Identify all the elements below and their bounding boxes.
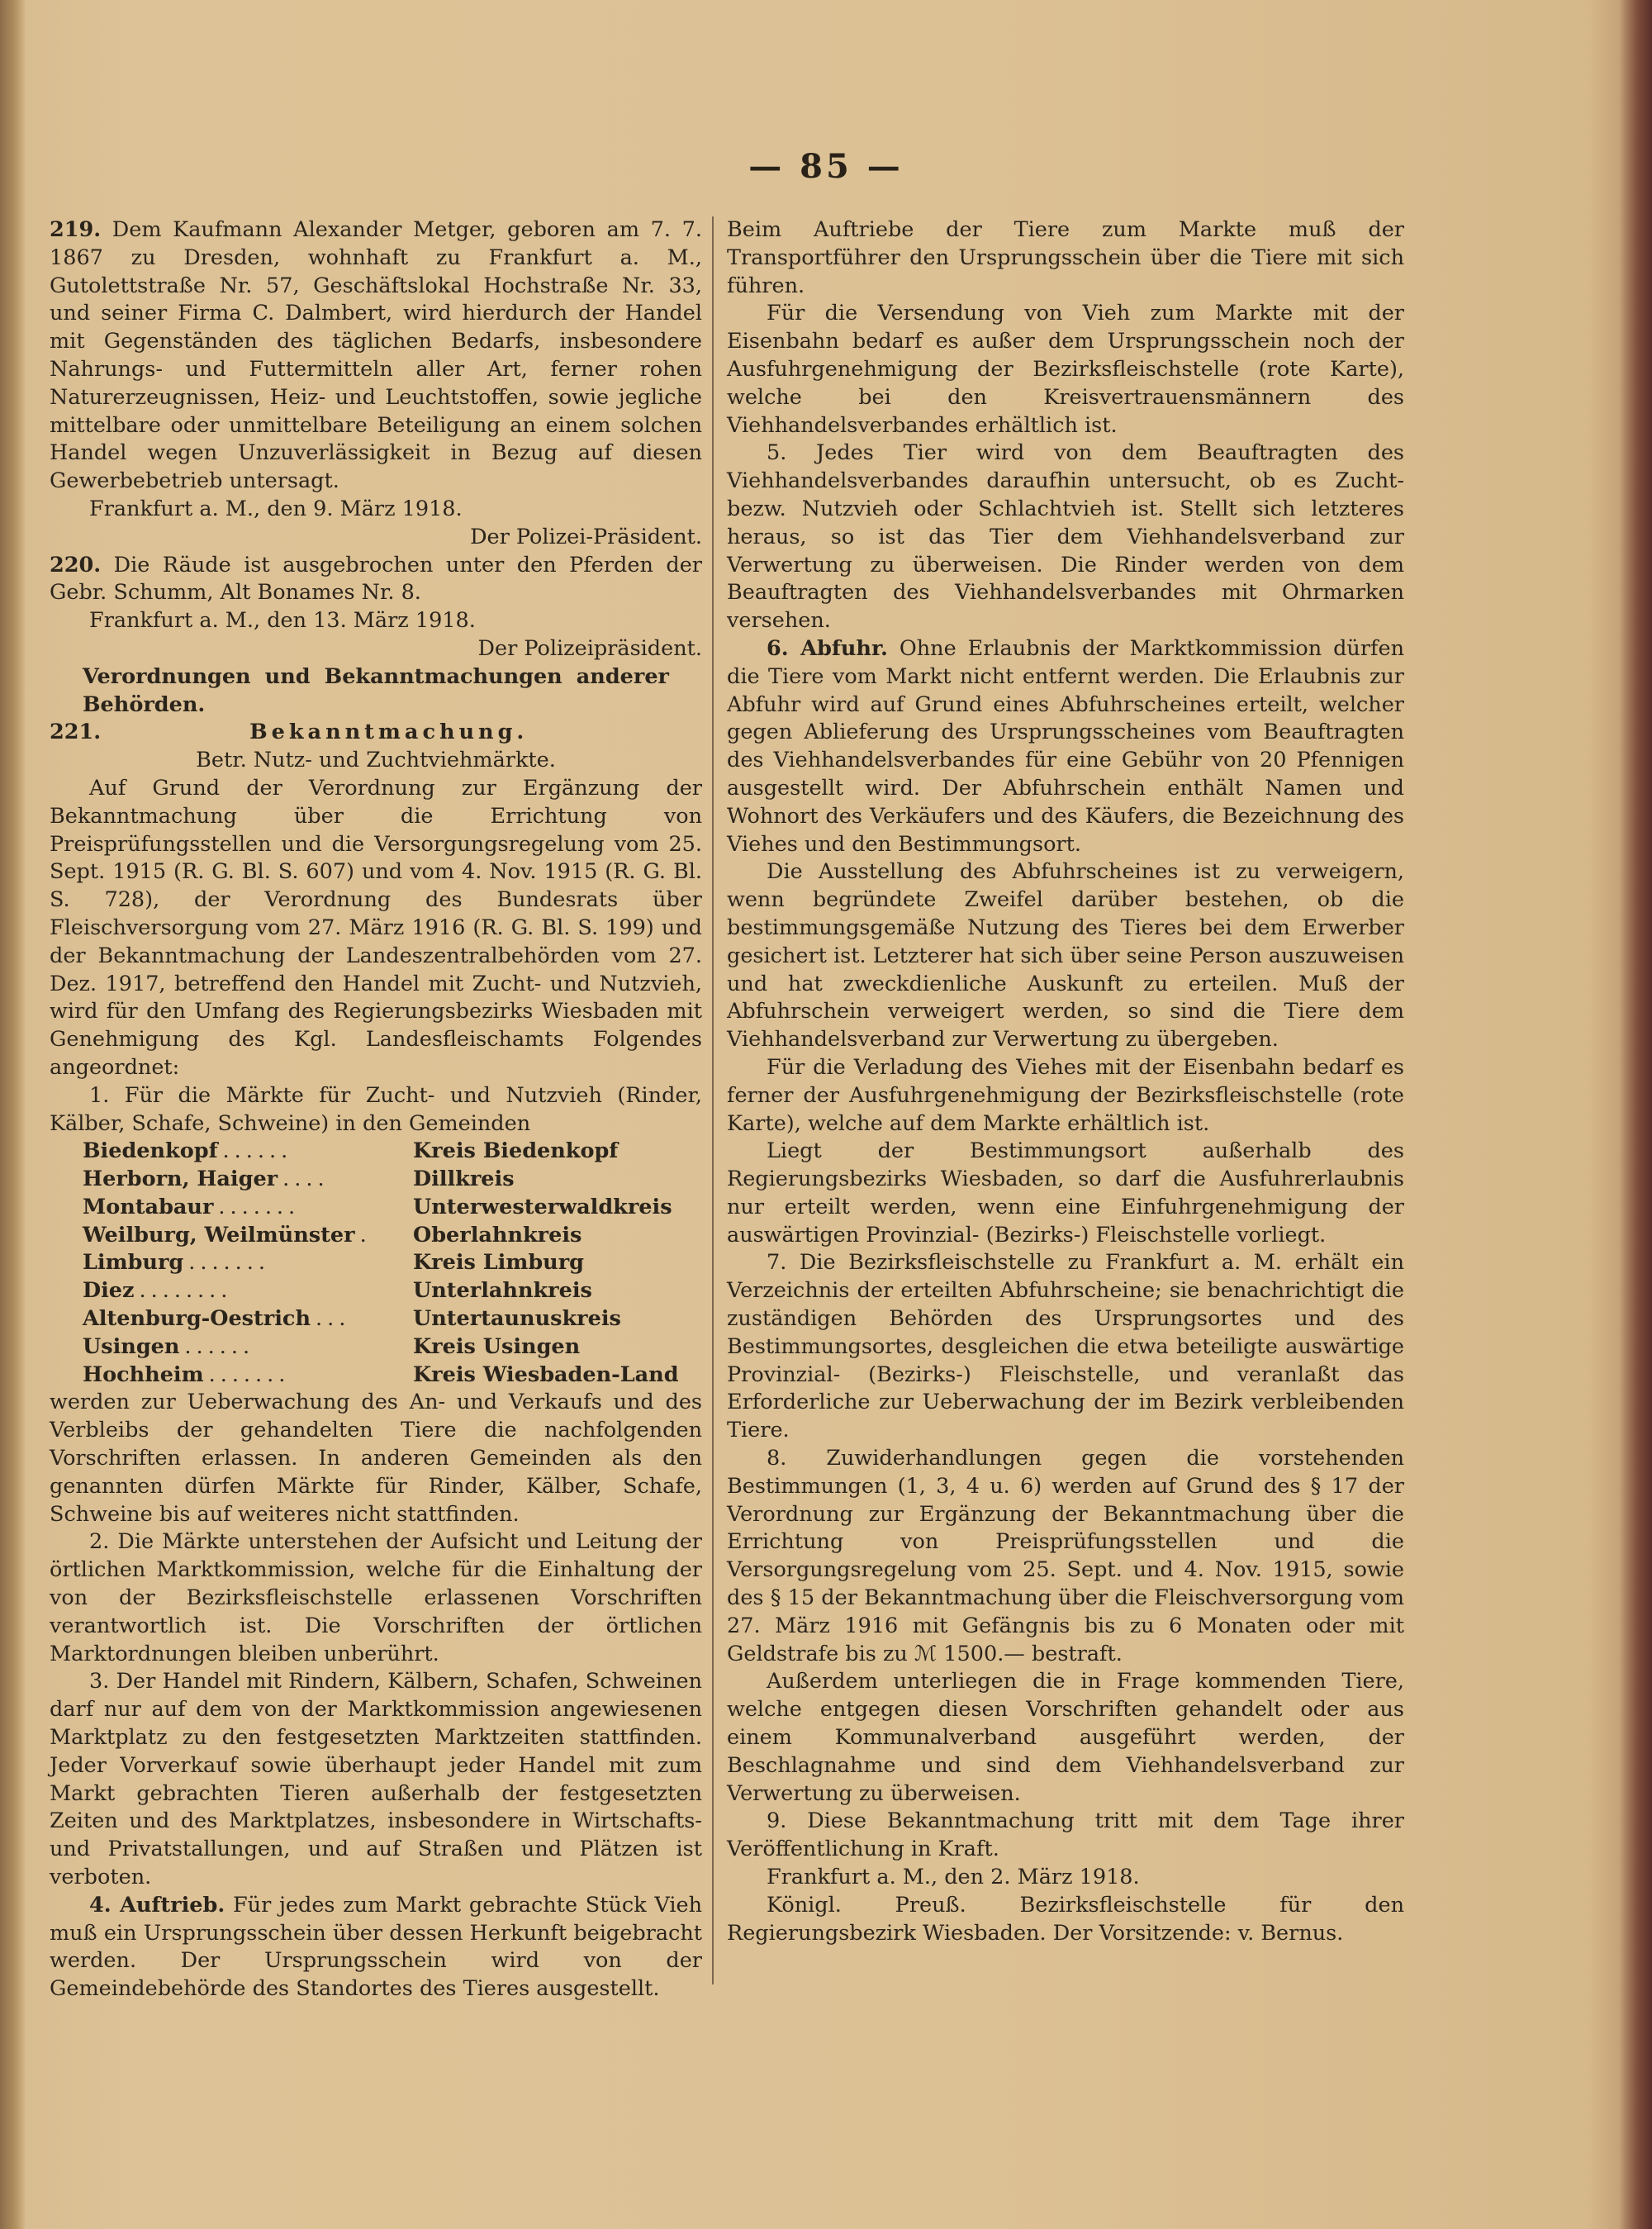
market-district: Kreis Usingen — [413, 1333, 581, 1359]
right-para-10: Außerdem unterliegen die in Frage kommenden Tiere, welche entgegen diesen Vorschriften gehandelt oder aus einem Kommunalverband ausgeführt werden, der Beschlagnahme und sind dem Viehhandelsverband zur Verwertung zu überweisen. — [727, 1669, 1404, 1806]
left-column — [50, 216, 702, 2003]
market-district: Kreis Wiesbaden-Land — [413, 1362, 679, 1387]
book-spine-shadow — [0, 0, 25, 2229]
right-para-5: Die Ausstellung des Abfuhrscheines ist zu verweigern, wenn begründete Zweifel darüber bestehen, ob die bestimmungsgemäße Nutzung des Tieres bei dem Erwerber gesichert ist. Letzterer hat sich über seine Person auszuweisen und hat zweckdienliche Auskunft zu erteilen. Muß der Abfuhrschein verweigert werden, so sind die Tiere dem Viehhandelsverband zur Verwertung zu übergeben. — [727, 859, 1404, 1053]
column-divider — [712, 216, 714, 1984]
notice-221-item-1-cont: werden zur Ueberwachung des An- und Verkaufs und des Verbleibs der gehandelten Tiere die nachfolgenden Vorschriften erlassen. In anderen Gemeinden als den genannten dürfen Märkte für Rinder, Kälber, Schafe, Schweine bis auf weiteres nicht stattfinden. — [50, 1390, 702, 1527]
market-row — [50, 1194, 702, 1222]
notice-221-title: Bekanntmachung. — [249, 720, 529, 745]
market-place: Usingen — [83, 1333, 180, 1359]
market-row — [50, 1249, 702, 1277]
market-district: Dillkreis — [413, 1167, 515, 1192]
right-para-8: 7. Die Bezirksfleischstelle zu Frankfurt a. M. erhält ein Verzeichnis der erteilten Abfuhrscheine; sie benachrichtigt die zuständigen Behörden des Ursprungsortes und des Bestimmungsortes, desgleichen die etwa beteiligte auswärtige Provinzial- (Bezirks-) Fleischstelle, und veranlaßt das Erforderliche zur Ueberwachung der im Bezirk verbleibenden Tiere. — [727, 1250, 1404, 1443]
market-district: Unterwesterwaldkreis — [413, 1194, 672, 1219]
notice-220-number: 220. — [50, 552, 102, 577]
market-place: Hochheim — [83, 1362, 204, 1387]
market-row — [50, 1222, 702, 1250]
notice-221-item-3: 3. Der Handel mit Rindern, Kälbern, Schafen, Schweinen darf nur auf dem von der Marktkommission angewiesenen Marktplatz zu den festgesetzten Marktzeiten stattfinden. Jeder Vorverkauf sowie überhaupt jeder Handel mit zum Markt gebrachten Tieren außerhalb der festgesetzten Zeiten und des Marktplatzes, insbesondere in Wirtschafts- und Privatstallungen, und auf Straßen und Plätzen ist verboten. — [50, 1669, 702, 1890]
right-date: Frankfurt a. M., den 2. März 1918. — [767, 1865, 1140, 1890]
notice-220 — [50, 552, 702, 608]
market-district: Oberlahnkreis — [413, 1222, 582, 1248]
market-district: Kreis Limburg — [413, 1250, 584, 1276]
market-row — [50, 1305, 702, 1333]
notice-219 — [50, 216, 702, 496]
right-para-2: Für die Versendung von Vieh zum Markte mit der Eisenbahn bedarf es außer dem Ursprungsschein noch der Ausfuhrgenehmigung der Bezirksfleischstelle (rote Karte), welche bei den Kreisvertrauensmännern des Viehhandelsverbandes erhältlich ist. — [727, 301, 1404, 438]
right-column — [727, 216, 1404, 1947]
notice-221-heading — [50, 719, 702, 747]
right-para-1: Beim Auftriebe der Tiere zum Markte muß der Transportführer den Ursprungsschein über die Tiere mit sich führen. — [727, 217, 1404, 298]
market-dots: ...... — [184, 1333, 255, 1359]
right-para-3: 5. Jedes Tier wird von dem Beauftragten des Viehhandelsverbandes daraufhin untersucht, ob es Zucht- bezw. Nutzvieh oder Schlachtvieh ist. Stellt sich letzteres heraus, so ist das Tier dem Viehhandelsverband zur Verwertung zu überweisen. Die Rinder werden von dem Beauftragten des Viehhandelsverbandes mit Ohrmarken versehen. — [727, 440, 1404, 634]
market-place: Weilburg, Weilmünster — [83, 1222, 355, 1248]
market-row — [50, 1166, 702, 1194]
market-place: Diez — [83, 1278, 135, 1304]
item-4-text: Für jedes zum Markt gebrachte Stück Vieh muß ein Ursprungsschein über dessen Herkunft beigebracht werden. Der Ursprungsschein wird von der Gemeindebehörde des Standortes des Tieres ausgestellt. — [50, 1892, 702, 2002]
market-row — [50, 1138, 702, 1166]
notice-221-item-2: 2. Die Märkte unterstehen der Aufsicht und Leitung der örtlichen Marktkommission, welche für die Einhaltung der von der Bezirksfleischstelle erlassenen Vorschriften verantwortlich ist. Die Vorschriften der örtlichen Marktordnungen bleiben unberührt. — [50, 1529, 702, 1666]
page-edge — [1619, 0, 1652, 2229]
page-number: — 85 — — [748, 147, 904, 186]
right-para-7: Liegt der Bestimmungsort außerhalb des Regierungsbezirks Wiesbaden, so darf die Ausfuhrerlaubnis nur erteilt werden, wenn eine Einfuhrgenehmigung der auswärtigen Provinzial- (Bezirks-) Fleischstelle vorliegt. — [727, 1138, 1404, 1248]
market-row — [50, 1333, 702, 1362]
section-heading: Verordnungen und Bekanntmachungen anderer Behörden. — [83, 663, 669, 717]
notice-221-number: 221. — [50, 720, 102, 745]
notice-219-signature: Der Polizei-Präsident. — [470, 524, 702, 549]
market-row — [50, 1362, 702, 1390]
market-dots: ........ — [139, 1278, 233, 1304]
market-place: Altenburg-Oestrich — [83, 1306, 311, 1332]
market-place: Biedenkopf — [83, 1138, 218, 1164]
notice-221-item-4 — [50, 1892, 702, 2003]
notice-221-item-1: 1. Für die Märkte für Zucht- und Nutzvieh (Rinder, Kälber, Schafe, Schweine) in den Gemeinden — [50, 1082, 702, 1136]
market-dots: ...... — [222, 1138, 293, 1164]
item-6-label: 6. Abfuhr. — [767, 635, 888, 661]
right-para-9: 8. Zuwiderhandlungen gegen die vorstehenden Bestimmungen (1, 3, 4 u. 6) werden auf Grund des § 17 der Verordnung zur Ergänzung der Bekanntmachung über die Errichtung von Preisprüfungsstellen und die Versorgungsregelung vom 25. Sept. und 4. Nov. 1915, sowie des § 15 der Bekanntmachung über die Fleischversorgung vom 27. März 1916 mit Gefängnis bis zu 6 Monaten oder mit Geldstrafe bis zu ℳ 1500.— bestraft. — [727, 1446, 1404, 1666]
notice-221-intro: Auf Grund der Verordnung zur Ergänzung der Bekanntmachung über die Errichtung von Preisprüfungsstellen und die Versorgungsregelung vom 25. Sept. 1915 (R. G. Bl. S. 607) und vom 4. Nov. 1915 (R. G. Bl. S. 728), der Verordnung des Bundesrats über Fleischversorgung vom 27. März 1916 (R. G. Bl. S. 199) und der Bekanntmachung der Landeszentralbehörden vom 27. Dez. 1917, betreffend den Handel mit Zucht- und Nutzvieh, wird für den Umfang des Regierungsbezirks Wiesbaden mit Genehmigung des Kgl. Landesfleischamts Folgendes angeordnet: — [50, 775, 702, 1080]
notice-219-text: Dem Kaufmann Alexander Metger, geboren am 7. 7. 1867 zu Dresden, wohnhaft zu Frankfurt a. M., Gutolettstraße Nr. 57, Geschäftslokal Hochstraße Nr. 33, und seiner Firma C. Dalmbert, wird hierdurch der Handel mit Gegenständen des täglichen Bedarfs, insbesondere Nahrungs- und Futtermitteln aller Art, ferner rohen Naturerzeugnissen, Heiz- und Leuchtstoffen, sowie jegliche mittelbare oder unmittelbare Beteiligung an einem solchen Handel wegen Unzuverlässigkeit in Bezug auf diesen Gewerbebetrieb untersagt. — [50, 217, 702, 494]
right-signature: Königl. Preuß. Bezirksfleischstelle für den Regierungsbezirk Wiesbaden. Der Vorsitzende: v. Bernus. — [727, 1892, 1404, 1946]
market-district: Unterlahnkreis — [413, 1278, 592, 1304]
market-place: Limburg — [83, 1250, 184, 1276]
market-list — [50, 1138, 702, 1389]
notice-219-number: 219. — [50, 217, 102, 242]
market-place: Montabaur — [83, 1194, 214, 1219]
market-place: Herborn, Haiger — [83, 1167, 278, 1192]
right-para-6: Für die Verladung des Viehes mit der Eisenbahn bedarf es ferner der Ausfuhrgenehmigung der Bezirksfleischstelle (rote Karte), welche auf dem Markte erhältlich ist. — [727, 1054, 1404, 1136]
market-dots: . — [359, 1222, 372, 1248]
market-dots: ....... — [218, 1194, 301, 1219]
notice-220-text: Die Räude ist ausgebrochen unter den Pferden der Gebr. Schumm, Alt Bonames Nr. 8. — [50, 552, 702, 606]
notice-221-subject: Betr. Nutz- und Zuchtviehmärkte. — [196, 748, 556, 773]
market-dots: .... — [282, 1167, 330, 1192]
item-6-text: Ohne Erlaubnis der Marktkommission dürfen die Tiere vom Markt nicht entfernt werden. Die Erlaubnis zur Abfuhr wird auf Grund eines Abfuhrscheines erteilt, welcher gegen Ablieferung des Ursprungsscheines vom Beauftragten des Viehhandelsverbandes für eine Gebühr von 20 Pfennigen ausgestellt wird. Der Abfuhrschein enthält Namen und Wohnort des Verkäufers und des Käufers, die Bezeichnung des Viehes und den Bestimmungsort. — [727, 635, 1404, 857]
notice-220-signature: Der Polizeipräsident. — [477, 635, 702, 661]
market-dots: ....... — [188, 1250, 270, 1276]
market-district: Kreis Biedenkopf — [413, 1138, 619, 1164]
right-para-4 — [727, 635, 1404, 858]
notice-220-date: Frankfurt a. M., den 13. März 1918. — [89, 608, 476, 634]
market-district: Untertaunuskreis — [413, 1306, 621, 1332]
market-dots: ... — [316, 1306, 351, 1332]
item-4-label: 4. Auftrieb. — [89, 1892, 225, 1918]
notice-219-date: Frankfurt a. M., den 9. März 1918. — [89, 496, 463, 521]
right-para-11: 9. Diese Bekanntmachung tritt mit dem Tage ihrer Veröffentlichung in Kraft. — [727, 1808, 1404, 1862]
market-dots: ....... — [208, 1362, 291, 1387]
market-row — [50, 1277, 702, 1305]
